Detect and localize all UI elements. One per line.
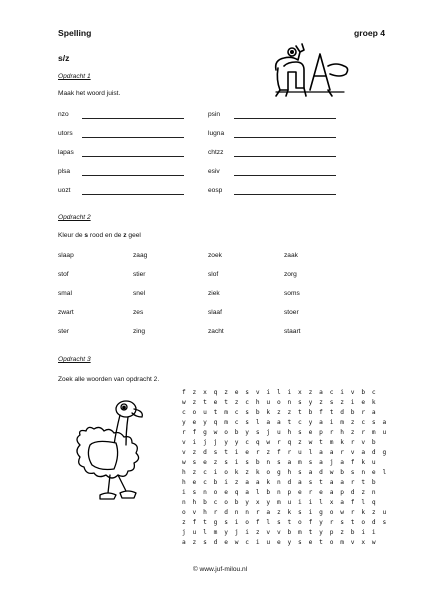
color-word[interactable]: ziek <box>208 290 220 297</box>
answer-line[interactable] <box>82 175 184 176</box>
ostrich-illustration <box>70 395 180 505</box>
grid-row: f z x q z e s v i l i x z a c i v b c <box>182 389 378 396</box>
copyright-footer: © www.juf-milou.nl <box>192 566 248 573</box>
grid-row: r f g w o b y s j u h s e p r h z r m u <box>182 429 388 436</box>
grid-row: w z t e t z c h u o n s y z s z i e k <box>182 399 378 406</box>
opdracht1-heading: Opdracht 1 <box>58 73 91 80</box>
group-label: groep 4 <box>354 28 386 38</box>
color-word[interactable]: staart <box>284 328 301 335</box>
scrambled-word: plsa <box>58 168 71 175</box>
grid-row: y e y q m c s l a a t c y a i m z c s a <box>182 419 388 426</box>
answer-line[interactable] <box>82 194 184 195</box>
scrambled-word: chtzz <box>208 149 224 156</box>
opdracht2-instruction: Kleur de s rood en de z geel <box>58 232 141 239</box>
color-word[interactable]: zing <box>133 328 146 335</box>
opdracht3-heading: Opdracht 3 <box>58 356 91 363</box>
answer-line[interactable] <box>234 137 336 138</box>
grid-row: n h b c o b y x y m u i i l x a f l q <box>182 499 378 506</box>
scrambled-word: psin <box>208 111 221 118</box>
color-word[interactable]: zes <box>133 309 144 316</box>
answer-line[interactable] <box>82 137 184 138</box>
scrambled-word: utors <box>58 130 73 137</box>
color-word[interactable]: ster <box>58 328 69 335</box>
answer-line[interactable] <box>234 156 336 157</box>
scrambled-word: uozt <box>58 187 71 194</box>
grid-row: c o u t m c s b k z z t b f t d b r a <box>182 409 378 416</box>
worksheet-title: Spelling <box>58 28 92 38</box>
grid-row: h z c i o k z k o g h s a d w b s n e l <box>182 469 388 476</box>
scrambled-word: eosp <box>208 187 223 194</box>
color-word[interactable]: slof <box>208 271 219 278</box>
answer-line[interactable] <box>82 156 184 157</box>
grid-row: a z s d e w c i u e y s e t o m v x w <box>182 539 378 546</box>
color-word[interactable]: zwart <box>58 309 74 316</box>
grid-row: h e c b i z a a k n d a s t a a r t b <box>182 479 378 486</box>
grid-row: w s e z s i s b n s a m s a j a f k u <box>182 459 378 466</box>
color-word[interactable]: slaap <box>58 252 74 259</box>
answer-line[interactable] <box>234 118 336 119</box>
color-word[interactable]: soms <box>284 290 300 297</box>
opdracht3-instruction: Zoek alle woorden van opdracht 2. <box>58 376 160 383</box>
color-word[interactable]: stier <box>133 271 146 278</box>
answer-line[interactable] <box>82 118 184 119</box>
grid-row: i s n o e q a l b n p e r e a p d z n <box>182 489 378 496</box>
answer-line[interactable] <box>234 194 336 195</box>
color-word[interactable]: zorg <box>284 271 297 278</box>
color-word[interactable]: zoek <box>208 252 222 259</box>
color-word[interactable]: slaaf <box>208 309 222 316</box>
opdracht2-heading: Opdracht 2 <box>58 214 91 221</box>
topic-label: s/z <box>58 53 70 63</box>
color-word[interactable]: zacht <box>208 328 224 335</box>
color-word[interactable]: stoer <box>284 309 299 316</box>
scrambled-word: nzo <box>58 111 69 118</box>
grid-row: j u l m y j i z v v b m t y p z b i i <box>182 529 378 536</box>
color-word[interactable]: zaag <box>133 252 148 259</box>
answer-line[interactable] <box>234 175 336 176</box>
color-word[interactable]: zaak <box>284 252 298 259</box>
letter-creature-illustration <box>270 40 350 100</box>
grid-row: z f t g s i o f l s t o f y r s t o d s <box>182 519 388 526</box>
opdracht1-instruction: Maak het woord juist. <box>58 90 121 97</box>
color-word[interactable]: snel <box>133 290 146 297</box>
grid-row: o v h r d n n r a z k s i g o w r k z u <box>182 509 388 516</box>
scrambled-word: lugna <box>208 130 225 137</box>
scrambled-word: esiv <box>208 168 220 175</box>
scrambled-word: lapas <box>58 149 74 156</box>
grid-row: v z d s t i e r z f r u l a a r v a d g <box>182 449 388 456</box>
grid-row: v i j j y y c q w r q z w t m k r v b <box>182 439 378 446</box>
color-word[interactable]: smal <box>58 290 72 297</box>
color-word[interactable]: stof <box>58 271 69 278</box>
